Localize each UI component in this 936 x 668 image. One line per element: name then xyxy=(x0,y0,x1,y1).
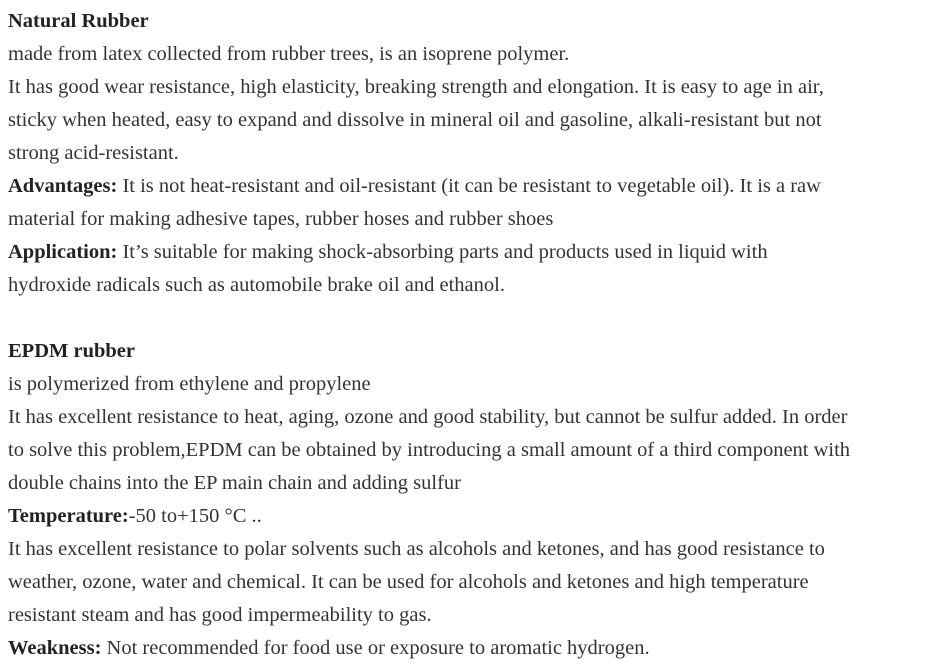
epdm-rubber-weakness xyxy=(8,632,934,665)
epdm-rubber-resistance-line: weather, ozone, water and chemical. It can be used for alcohols and ketones and high temperature xyxy=(8,571,809,593)
epdm-rubber-description: is polymerized from ethylene and propylene xyxy=(8,373,371,395)
epdm-rubber-resistance-line: It has excellent resistance to polar solvents such as alcohols and ketones, and has good resistance to xyxy=(8,538,825,560)
temperature-label: Temperature: xyxy=(8,505,129,527)
natural-rubber-properties-line: strong acid-resistant. xyxy=(8,142,179,164)
weakness-text: Not recommended for food use or exposure to aromatic hydrogen. xyxy=(101,637,650,659)
document-body xyxy=(8,5,934,665)
epdm-rubber-properties-line: It has excellent resistance to heat, aging, ozone and good stability, but cannot be sulfur added. In order xyxy=(8,406,848,428)
section-spacer xyxy=(8,302,934,335)
advantages-text: It is not heat-resistant and oil-resistant (it can be resistant to vegetable oil). It is a raw xyxy=(117,175,821,197)
application-text: It’s suitable for making shock-absorbing parts and products used in liquid with xyxy=(117,241,768,263)
epdm-rubber-properties-line: double chains into the EP main chain and adding sulfur xyxy=(8,472,461,494)
epdm-rubber-heading: EPDM rubber xyxy=(8,340,135,362)
natural-rubber-heading: Natural Rubber xyxy=(8,10,149,32)
natural-rubber-section xyxy=(8,5,934,302)
natural-rubber-properties-line: sticky when heated, easy to expand and dissolve in mineral oil and gasoline, alkali-resistant but not xyxy=(8,109,822,131)
weakness-label: Weakness: xyxy=(8,637,102,659)
application-label: Application: xyxy=(8,241,118,263)
natural-rubber-advantages-continued: material for making adhesive tapes, rubber hoses and rubber shoes xyxy=(8,208,554,230)
natural-rubber-properties-line: It has good wear resistance, high elasticity, breaking strength and elongation. It is easy to age in air, xyxy=(8,76,824,98)
natural-rubber-application xyxy=(8,236,934,269)
temperature-value: -50 to+150 °C .. xyxy=(128,505,262,527)
epdm-rubber-resistance-line: resistant steam and has good impermeability to gas. xyxy=(8,604,432,626)
natural-rubber-advantages xyxy=(8,170,934,203)
advantages-label: Advantages: xyxy=(8,175,118,197)
natural-rubber-description: made from latex collected from rubber trees, is an isoprene polymer. xyxy=(8,43,570,65)
epdm-rubber-temperature xyxy=(8,500,934,533)
epdm-rubber-properties-line: to solve this problem,EPDM can be obtained by introducing a small amount of a third component with xyxy=(8,439,851,461)
epdm-rubber-section xyxy=(8,335,934,665)
natural-rubber-application-continued: hydroxide radicals such as automobile brake oil and ethanol. xyxy=(8,274,505,296)
